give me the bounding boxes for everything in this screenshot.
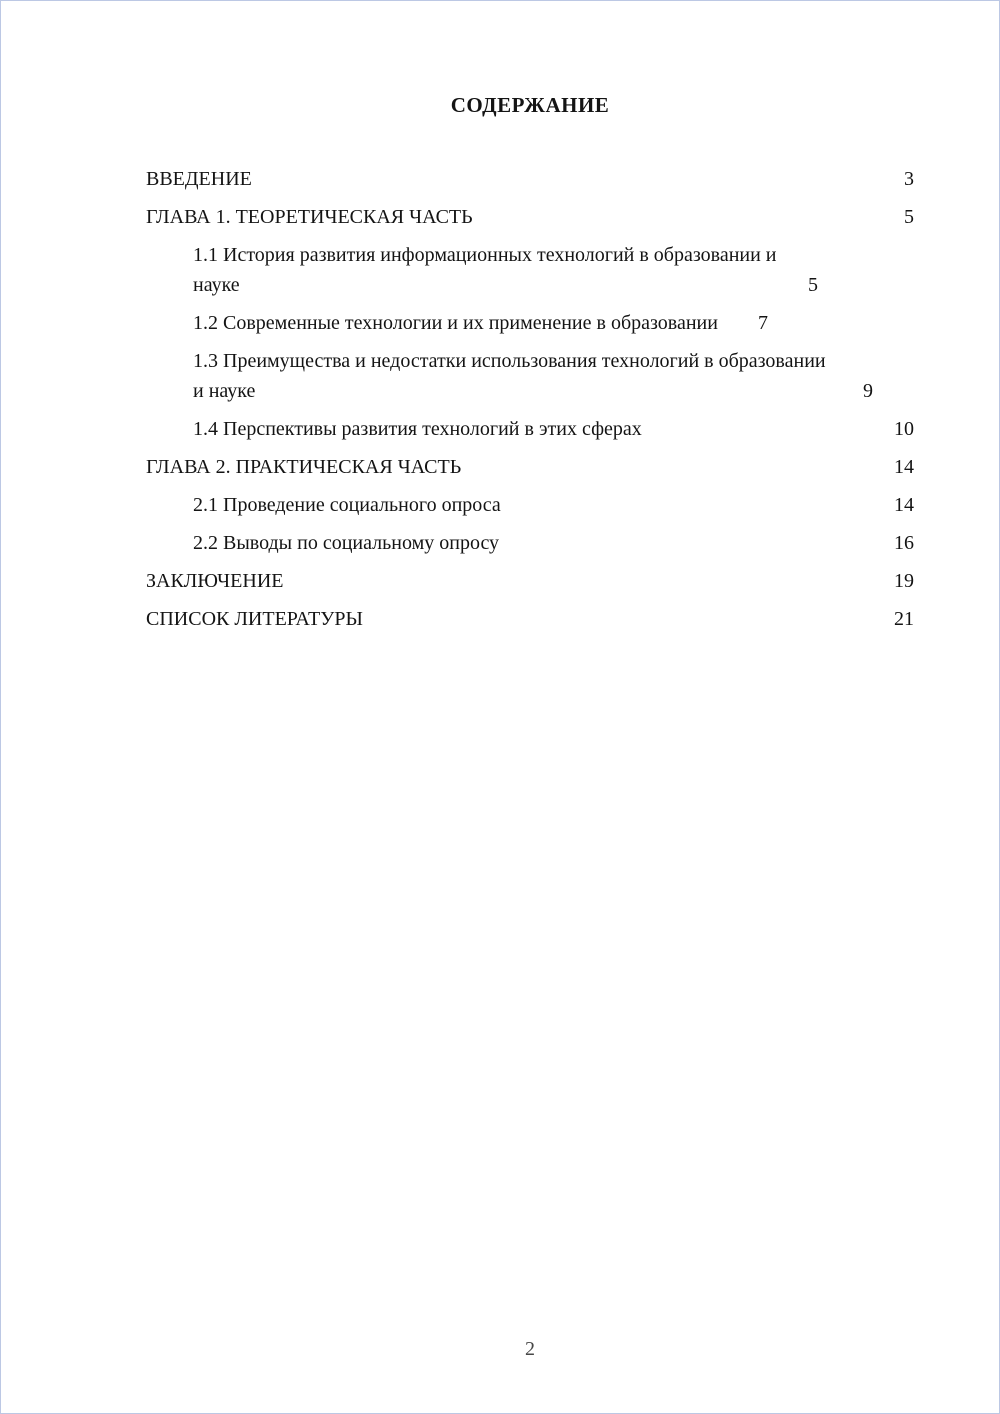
page-title: СОДЕРЖАНИЕ [450,93,610,117]
toc-entry-chapter-1 [146,202,914,232]
toc-entry-section-1-3 [146,346,914,406]
toc-entry-label: 2.1 Проведение социального опроса [193,494,501,516]
table-of-contents [146,164,914,634]
toc-entry-page: 3 [904,168,914,190]
page-number: 2 [525,1338,535,1360]
toc-entry-bibliography [146,604,914,634]
toc-entry-chapter-2 [146,452,914,482]
toc-entry-page: 7 [758,312,768,334]
toc-entry-section-2-1 [146,490,914,520]
toc-entry-page: 9 [863,380,873,402]
toc-entry-page: 16 [894,532,914,554]
toc-entry-section-1-4 [146,414,914,444]
toc-entry-label: 2.2 Выводы по социальному опросу [193,532,500,554]
toc-entry-label: ГЛАВА 2. ПРАКТИЧЕСКАЯ ЧАСТЬ [146,456,462,478]
toc-entry-label: ВВЕДЕНИЕ [146,168,252,190]
toc-entry-page: 5 [904,206,914,228]
toc-entry-label: ГЛАВА 1. ТЕОРЕТИЧЕСКАЯ ЧАСТЬ [146,206,473,228]
toc-entry-page: 14 [894,456,914,478]
toc-entry-introduction [146,164,914,194]
toc-entry-label: 1.3 Преимущества и недостатки использования технологий в образовании и науке [193,350,826,402]
toc-entry-section-1-1 [146,240,914,300]
toc-entry-section-1-2 [146,308,914,338]
toc-entry-page: 10 [894,418,914,440]
toc-entry-page: 19 [894,570,914,592]
toc-entry-label: СПИСОК ЛИТЕРАТУРЫ [146,608,363,630]
toc-entry-label: 1.4 Перспективы развития технологий в этих сферах [193,418,642,440]
toc-entry-page: 5 [808,274,818,296]
toc-entry-conclusion [146,566,914,596]
toc-entry-page: 14 [894,494,914,516]
toc-entry-label: 1.2 Современные технологии и их применение в образовании [193,312,718,334]
toc-entry-label: 1.1 История развития информационных технологий в образовании и науке [193,244,777,296]
toc-entry-section-2-2 [146,528,914,558]
toc-entry-label: ЗАКЛЮЧЕНИЕ [146,570,284,592]
toc-entry-page: 21 [894,608,914,630]
